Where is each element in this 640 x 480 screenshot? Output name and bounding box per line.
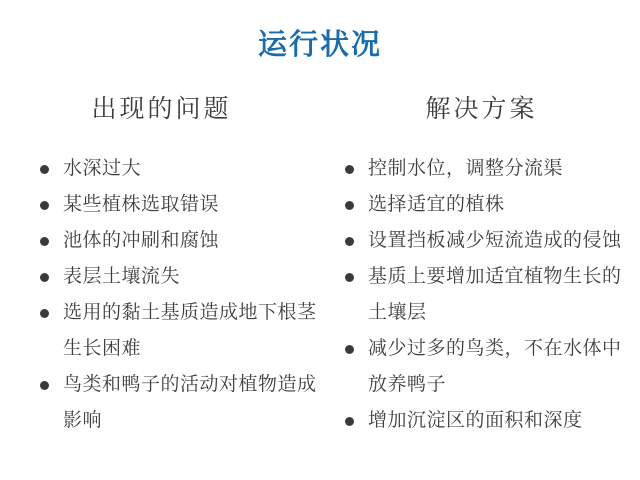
list-item-text: 表层土壤流失 bbox=[63, 266, 181, 287]
list-item-text: 某些植株选取错误 bbox=[63, 194, 220, 215]
list-item-text: 基质上要增加适宜植物生长的土壤层 bbox=[368, 266, 622, 323]
list-item bbox=[341, 403, 622, 439]
list-item bbox=[36, 151, 317, 187]
list-item-text: 选用的黏土基质造成地下根茎生长困难 bbox=[63, 302, 317, 359]
solutions-header: 解决方案 bbox=[425, 95, 538, 123]
bullet-icon bbox=[345, 237, 354, 246]
bullet-icon bbox=[40, 309, 49, 318]
list-item-text: 池体的冲刷和腐蚀 bbox=[63, 230, 220, 251]
list-item-text: 减少过多的鸟类，不在水体中放养鸭子 bbox=[368, 338, 622, 395]
list-item bbox=[341, 259, 622, 331]
list-item bbox=[341, 187, 622, 223]
page-title: 运行状况 bbox=[257, 29, 382, 61]
problems-list bbox=[36, 151, 317, 439]
list-item-text: 选择适宜的植株 bbox=[368, 194, 505, 215]
list-item bbox=[341, 331, 622, 403]
problems-header: 出现的问题 bbox=[91, 95, 232, 123]
bullet-icon bbox=[40, 201, 49, 210]
solutions-list bbox=[341, 151, 622, 439]
bullet-icon bbox=[345, 417, 354, 426]
bullet-icon bbox=[345, 165, 354, 174]
bullet-icon bbox=[40, 273, 49, 282]
list-item-text: 水深过大 bbox=[63, 158, 142, 179]
bullet-icon bbox=[345, 273, 354, 282]
list-item bbox=[341, 223, 622, 259]
list-item-text: 控制水位，调整分流渠 bbox=[368, 158, 564, 179]
bullet-icon bbox=[40, 381, 49, 390]
bullet-icon bbox=[345, 201, 354, 210]
list-item bbox=[36, 223, 317, 259]
bullet-icon bbox=[40, 237, 49, 246]
list-item-text: 设置挡板减少短流造成的侵蚀 bbox=[368, 230, 622, 251]
list-item bbox=[36, 295, 317, 367]
list-item bbox=[36, 259, 317, 295]
problems-column bbox=[36, 89, 317, 439]
bullet-icon bbox=[345, 345, 354, 354]
bullet-icon bbox=[40, 165, 49, 174]
list-item bbox=[341, 151, 622, 187]
solutions-column bbox=[341, 89, 622, 439]
list-item-text: 鸟类和鸭子的活动对植物造成影响 bbox=[63, 374, 317, 431]
list-item-text: 增加沉淀区的面积和深度 bbox=[368, 410, 583, 431]
columns-container bbox=[0, 89, 640, 439]
list-item bbox=[36, 187, 317, 223]
list-item bbox=[36, 367, 317, 439]
